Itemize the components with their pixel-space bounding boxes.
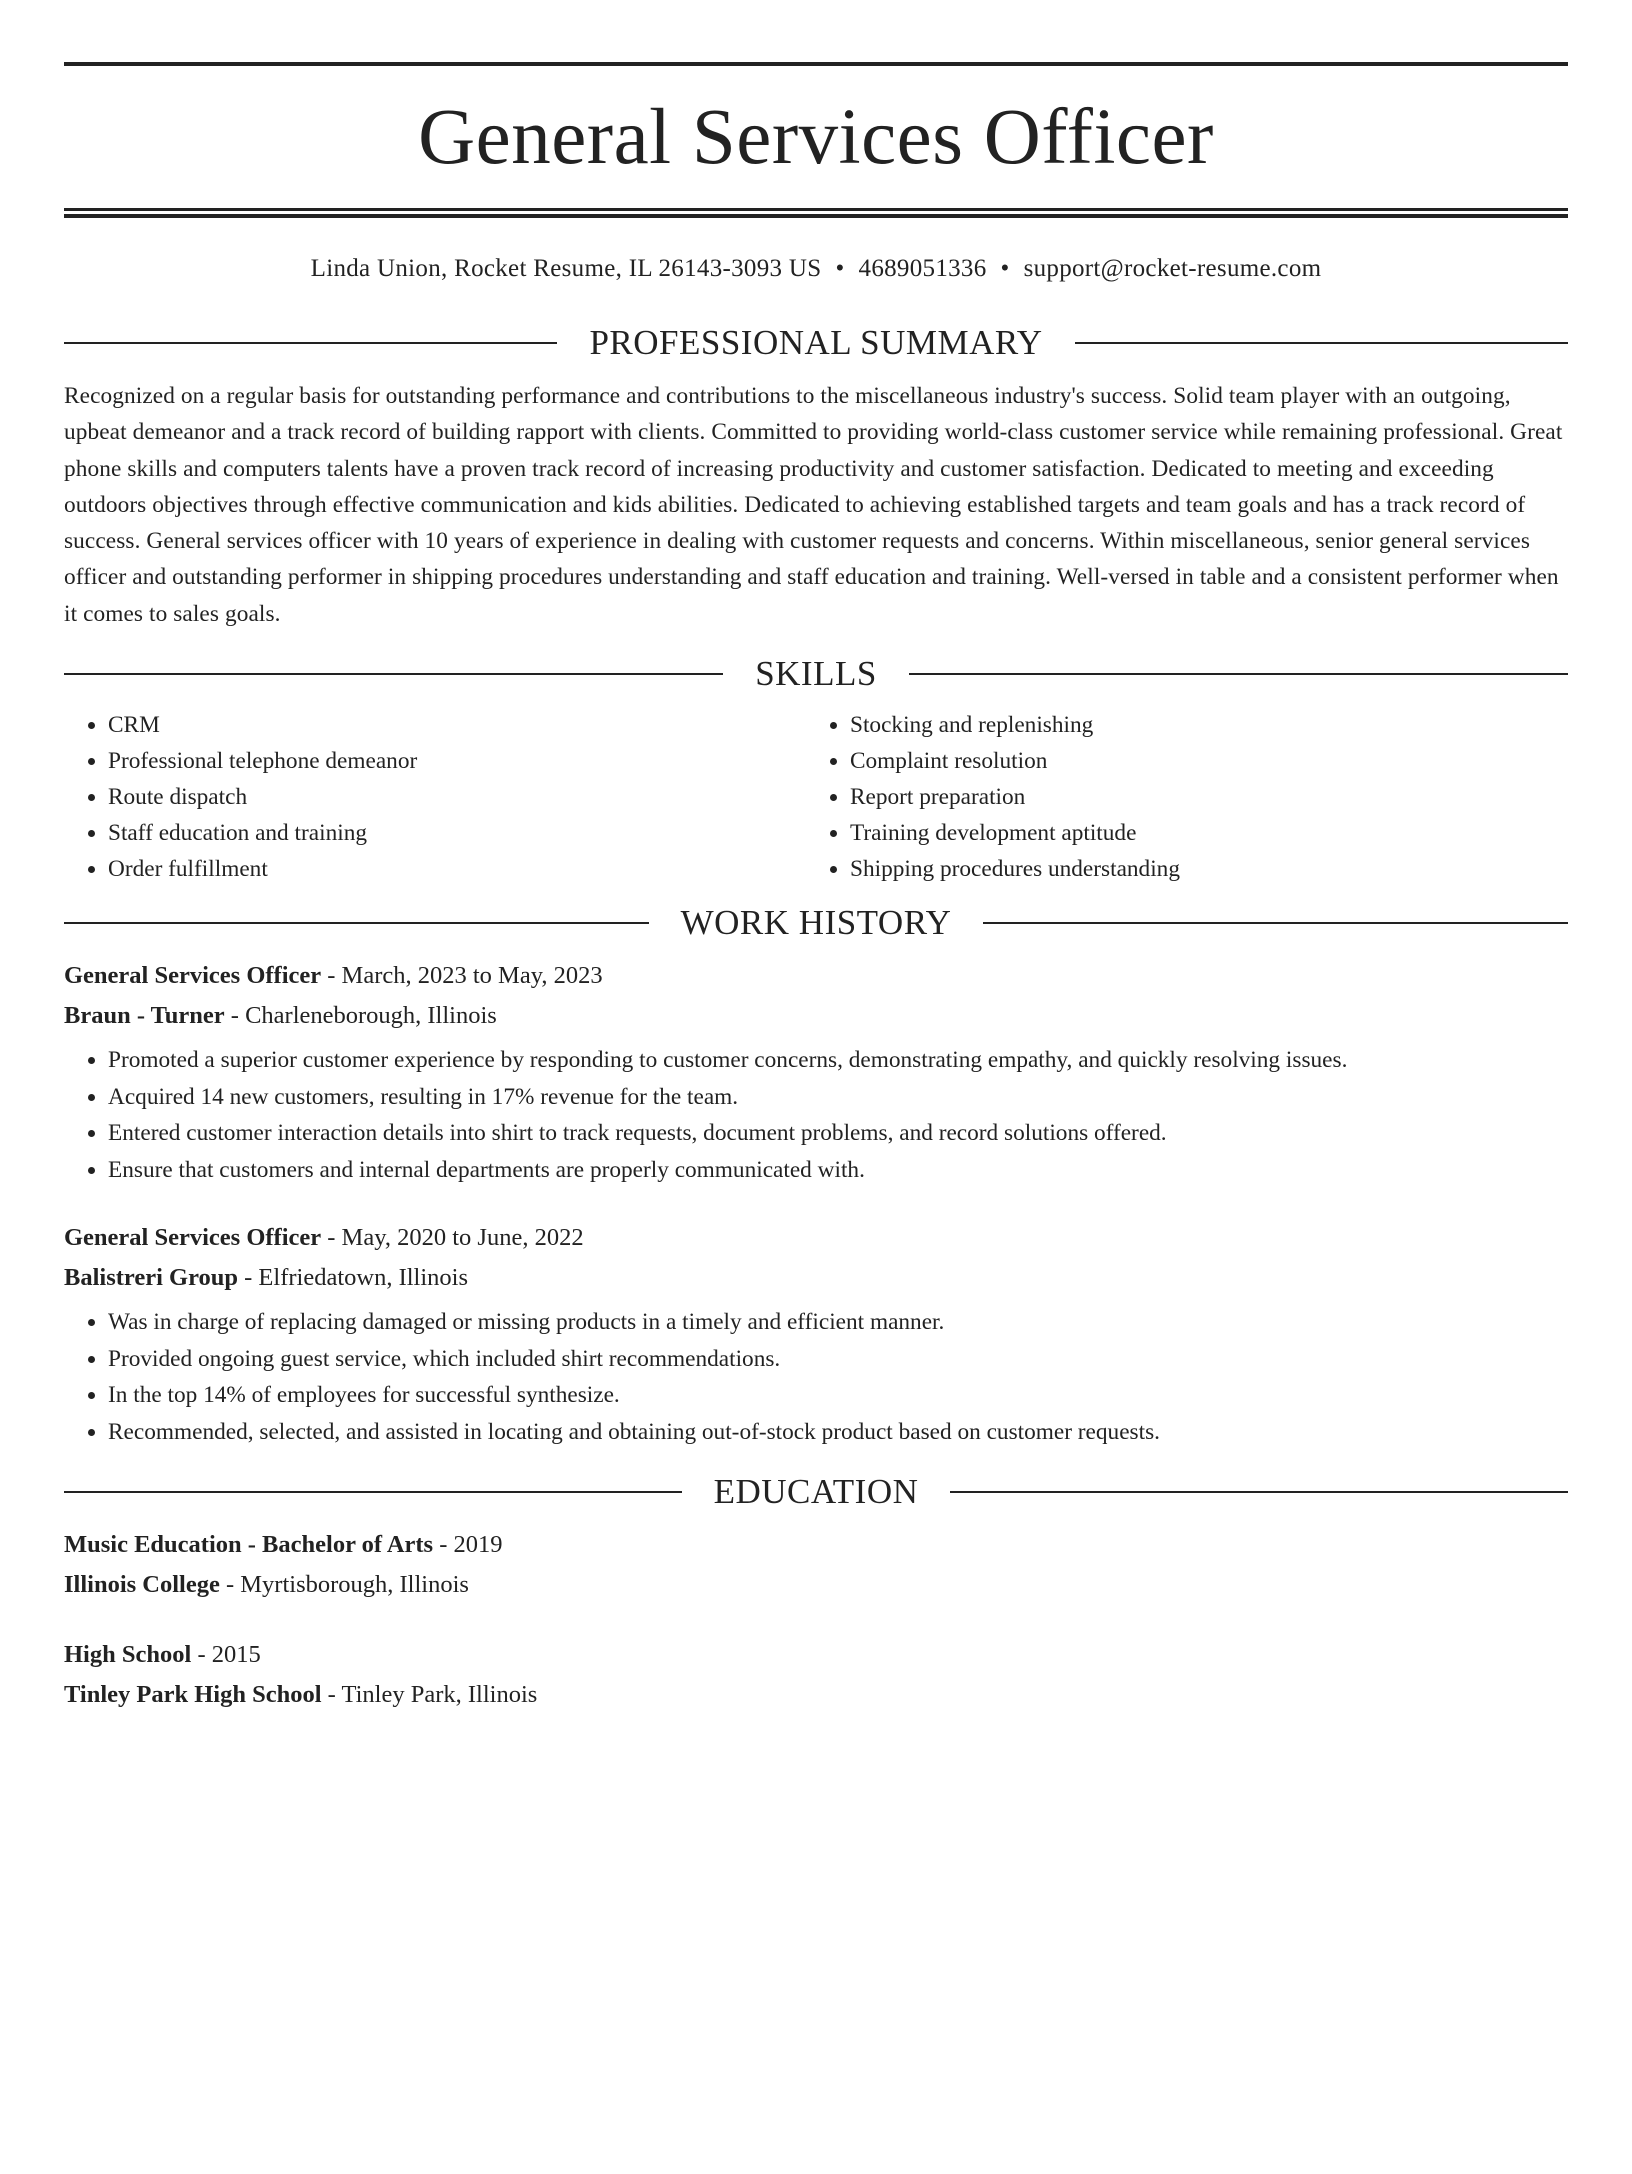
job-bullet: • Entered customer interaction details into shirt to track requests, document problems, and record solutions offered. [108,1115,1568,1152]
skill-item: • Training development aptitude [850,815,1548,851]
education-entry [64,1525,1568,1605]
contact-separator: • [1000,255,1010,282]
job-entry [64,1218,1568,1450]
skills-list [64,707,1568,887]
education-degree: High School [64,1641,192,1669]
summary-text: Recognized on a regular basis for outstanding performance and contributions to the miscellaneous industry's success. Solid team player with an outgoing, upbeat demeanor and a track record of building rapport with clients. Committed to providing world-class customer service while remaining professional. Great phone skills and computers talents have a proven track record of increasing productivity and customer satisfaction. Dedicated to meeting and exceeding outdoors objectives through effective communication and kids abilities. Dedicated to achieving established targets and team goals and has a track record of success. General services officer with 10 years of experience in dealing with customer requests and concerns. Within miscellaneous, senior general services officer and outstanding performer in shipping procedures understanding and staff education and training. Well-versed in table and a consistent performer when it comes to sales goals. [64,383,1563,627]
job-location: - Elfriedatown, Illinois [238,1264,468,1292]
education-degree: Music Education - Bachelor of Arts [64,1531,434,1559]
education-year: - 2019 [433,1531,503,1559]
skill-item: • Shipping procedures understanding [850,851,1548,887]
section-divider [950,1491,1568,1493]
header-double-rule [64,208,1568,218]
job-company-line [64,1258,1568,1298]
education-school-line [64,1675,1568,1715]
job-title-line [64,956,1568,996]
skill-item: • Route dispatch [108,779,806,815]
education-school: Tinley Park High School [64,1681,322,1709]
skills-section-header [64,654,1568,694]
resume-page [0,62,1632,2174]
top-rule [64,62,1568,66]
summary-section-header [64,325,1568,360]
job-dates: - March, 2023 to May, 2023 [321,962,603,990]
section-divider [1075,342,1568,344]
skill-item: • CRM [108,707,806,743]
summary-heading: PROFESSIONAL SUMMARY [589,323,1043,362]
education-heading: EDUCATION [713,1472,919,1512]
job-bullet: • Promoted a superior customer experience by responding to customer concerns, demonstrating empathy, and quickly resolving issues. [108,1042,1568,1079]
job-bullet: • Was in charge of replacing damaged or missing products in a timely and efficient manner. [108,1304,1568,1341]
job-company: Balistreri Group [64,1264,239,1292]
contact-phone: 4689051336 [858,255,987,282]
job-bullet: • Recommended, selected, and assisted in locating and obtaining out-of-stock product based on customer requests. [108,1414,1568,1451]
section-divider [64,922,649,924]
section-divider [983,922,1568,924]
section-divider [64,673,723,675]
work-section-header [64,903,1568,943]
job-bullet: • Acquired 14 new customers, resulting in 17% revenue for the team. [108,1079,1568,1116]
skills-heading: SKILLS [755,654,877,694]
job-bullet: • In the top 14% of employees for successful synthesize. [108,1377,1568,1414]
skill-item: • Stocking and replenishing [850,707,1548,743]
education-degree-line [64,1635,1568,1675]
education-location: - Tinley Park, Illinois [321,1681,538,1709]
job-bullet: • Provided ongoing guest service, which included shirt recommendations. [108,1341,1568,1378]
job-bullets [64,1042,1568,1188]
job-location: - Charleneborough, Illinois [224,1002,497,1030]
contact-address: Linda Union, Rocket Resume, IL 26143-3093 US [310,255,822,282]
candidate-name: General Services Officer [418,94,1214,181]
job-title: General Services Officer [64,1224,322,1252]
work-heading: WORK HISTORY [680,903,952,943]
job-dates: - May, 2020 to June, 2022 [321,1224,584,1252]
education-section-header [64,1472,1568,1512]
job-bullets [64,1304,1568,1450]
education-school: Illinois College [64,1571,220,1599]
job-title: General Services Officer [64,962,322,990]
section-divider [909,673,1568,675]
section-divider [64,1491,682,1493]
skill-item: • Staff education and training [108,815,806,851]
contact-email: support@rocket-resume.com [1023,255,1322,282]
skill-item: • Complaint resolution [850,743,1548,779]
education-year: - 2015 [191,1641,261,1669]
section-divider [64,342,557,344]
contact-line [64,256,1568,281]
contact-separator: • [835,255,845,282]
skill-item: • Professional telephone demeanor [108,743,806,779]
education-location: - Myrtisborough, Illinois [219,1571,469,1599]
skills-column-left [64,707,806,887]
skills-column-right [806,707,1548,887]
job-bullet: • Ensure that customers and internal departments are properly communicated with. [108,1152,1568,1189]
education-degree-line [64,1525,1568,1565]
skill-item: • Report preparation [850,779,1548,815]
education-school-line [64,1565,1568,1605]
job-company-line [64,996,1568,1036]
job-entry [64,956,1568,1188]
education-entry [64,1635,1568,1715]
job-title-line [64,1218,1568,1258]
skill-item: • Order fulfillment [108,851,806,887]
job-company: Braun - Turner [64,1002,225,1030]
